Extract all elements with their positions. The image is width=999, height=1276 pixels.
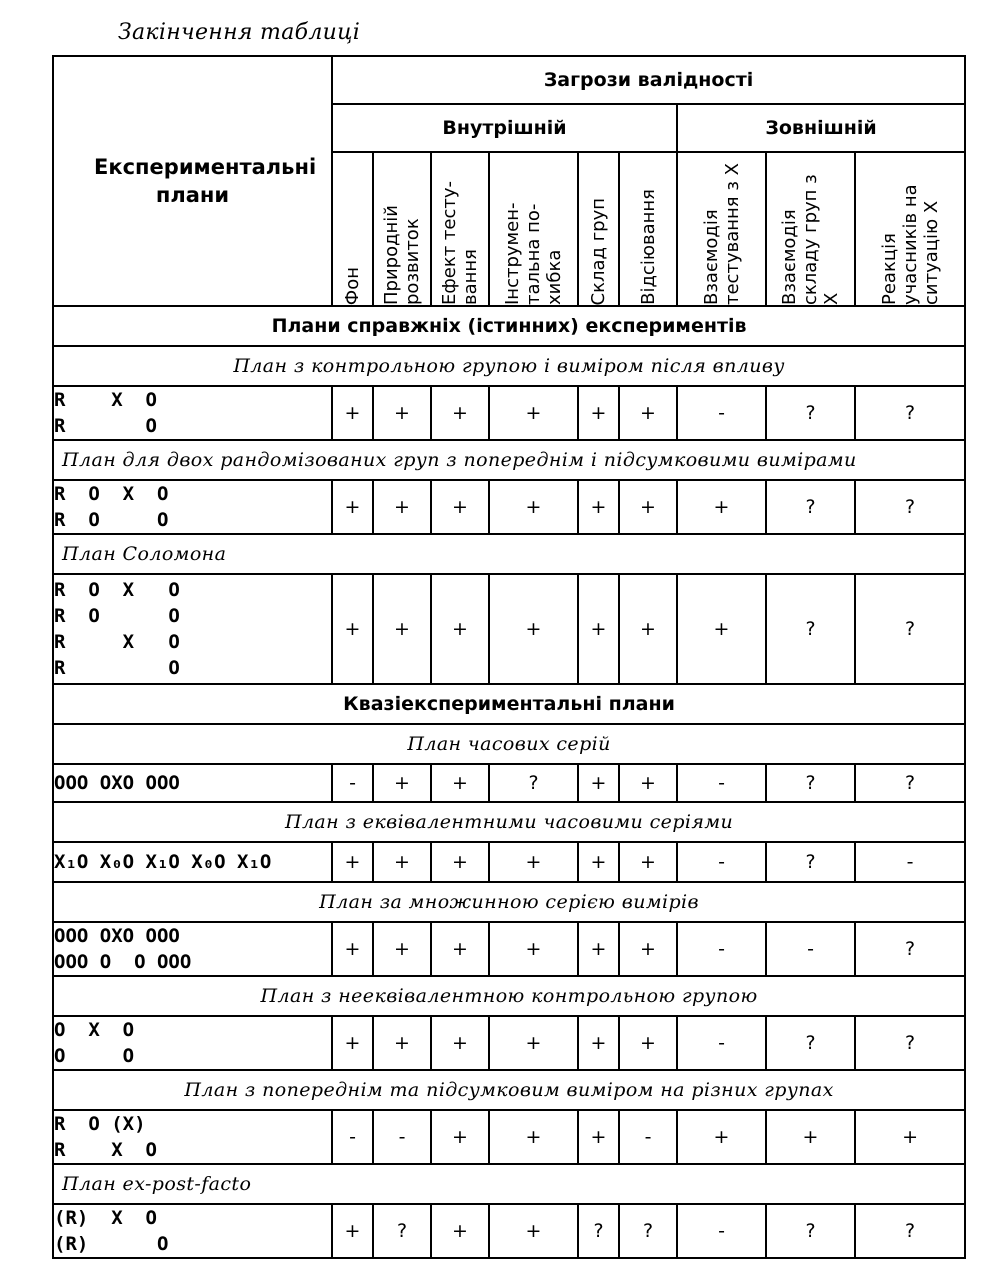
threat-mark: ?	[766, 480, 855, 534]
threat-mark: -	[677, 1016, 766, 1070]
threat-mark: +	[431, 922, 489, 976]
threat-mark: ?	[855, 922, 965, 976]
plan-design: R O X O R O O	[53, 480, 332, 534]
threat-mark: -	[332, 764, 373, 802]
threat-mark: -	[677, 386, 766, 440]
table-row	[53, 1204, 965, 1258]
subsection-title: План з контрольною групою і виміром після впливу	[53, 346, 965, 386]
threat-mark: +	[619, 386, 677, 440]
threat-mark: +	[431, 1016, 489, 1070]
threat-mark: +	[619, 842, 677, 882]
threat-mark: -	[766, 922, 855, 976]
section-title: Плани справжніх (істинних) експериментів	[53, 306, 965, 346]
threat-mark: ?	[855, 1204, 965, 1258]
internal-header: Внутрішній	[332, 104, 677, 152]
table-row	[53, 842, 965, 882]
threat-mark: +	[431, 842, 489, 882]
subsection-title: План з еквівалентними часовими серіями	[53, 802, 965, 842]
threat-mark: +	[677, 1110, 766, 1164]
table-row	[53, 1016, 965, 1070]
threat-mark: +	[373, 1016, 431, 1070]
column-header-label: Природній розвиток	[381, 204, 423, 305]
threat-mark: +	[332, 574, 373, 684]
threat-mark: -	[619, 1110, 677, 1164]
plan-design: O X O O O	[53, 1016, 332, 1070]
threat-mark: -	[855, 842, 965, 882]
table-caption: Закінчення таблиці	[118, 20, 361, 45]
threat-mark: +	[766, 1110, 855, 1164]
threat-mark: ?	[578, 1204, 619, 1258]
column-header-label: Відсіювання	[637, 189, 659, 305]
threat-mark: +	[578, 1016, 619, 1070]
threat-mark: +	[489, 1204, 578, 1258]
threat-mark: +	[489, 922, 578, 976]
threat-mark: ?	[766, 764, 855, 802]
threat-mark: +	[431, 1204, 489, 1258]
threat-mark: +	[332, 922, 373, 976]
threat-mark: +	[489, 842, 578, 882]
column-header-label: Взаємодія тестування з Х	[700, 163, 743, 305]
threat-mark: ?	[855, 574, 965, 684]
threat-mark: ?	[766, 1016, 855, 1070]
table-row	[53, 1110, 965, 1164]
threat-mark: ?	[766, 386, 855, 440]
subsection-title: План часових серій	[53, 724, 965, 764]
plan-design: R O X O R O O R X O R O	[53, 574, 332, 684]
threat-mark: +	[489, 480, 578, 534]
subsection-title: План за множинною серією вимірів	[53, 882, 965, 922]
table-row	[53, 574, 965, 684]
threat-mark: +	[431, 574, 489, 684]
subsection-title: План з нееквівалентною контрольною групою	[53, 976, 965, 1016]
threat-mark: -	[677, 764, 766, 802]
plan-design: (R) X O (R) O	[53, 1204, 332, 1258]
plan-design: R O (X) R X O	[53, 1110, 332, 1164]
subsection-title: План ex-post-facto	[53, 1164, 965, 1204]
threat-mark: -	[373, 1110, 431, 1164]
threat-mark: +	[489, 386, 578, 440]
plan-design: R X O R O	[53, 386, 332, 440]
threat-mark: +	[578, 386, 619, 440]
section-title: Квазіекспериментальні плани	[53, 684, 965, 724]
threat-mark: +	[373, 922, 431, 976]
threat-mark: +	[619, 480, 677, 534]
threat-mark: +	[373, 574, 431, 684]
threat-mark: +	[619, 1016, 677, 1070]
threat-mark: +	[373, 842, 431, 882]
threat-mark: -	[332, 1110, 373, 1164]
column-header	[489, 152, 578, 306]
threat-mark: +	[578, 1110, 619, 1164]
threat-mark: -	[677, 922, 766, 976]
column-header	[431, 152, 489, 306]
threat-mark: ?	[766, 574, 855, 684]
threat-mark: +	[431, 764, 489, 802]
threat-mark: +	[677, 574, 766, 684]
threat-mark: +	[489, 1016, 578, 1070]
plan-design: X₁O X₀O X₁O X₀O X₁O	[53, 842, 332, 882]
plan-design: OOO OXO OOO OOO O O OOO	[53, 922, 332, 976]
threat-mark: +	[677, 480, 766, 534]
column-header	[332, 152, 373, 306]
threat-mark: +	[373, 764, 431, 802]
column-header	[373, 152, 431, 306]
threats-header: Загрози валідності	[332, 56, 965, 104]
threat-mark: +	[332, 1204, 373, 1258]
validity-threats-table	[52, 55, 966, 1259]
threat-mark: +	[431, 480, 489, 534]
column-header	[855, 152, 965, 306]
threat-mark: ?	[766, 1204, 855, 1258]
threat-mark: +	[578, 480, 619, 534]
threat-mark: ?	[619, 1204, 677, 1258]
column-header-label: Фон	[342, 266, 363, 305]
column-header	[677, 152, 766, 306]
column-header-label: Інструмен-тальна по-хибка	[502, 202, 565, 305]
threat-mark: +	[332, 842, 373, 882]
column-header-label: Склад груп	[588, 197, 609, 305]
threat-mark: +	[489, 1110, 578, 1164]
threat-mark: +	[332, 480, 373, 534]
plans-header: Експериментальні плани	[53, 56, 332, 306]
threat-mark: +	[431, 1110, 489, 1164]
threat-mark: ?	[855, 764, 965, 802]
threat-mark: -	[677, 1204, 766, 1258]
threat-mark: ?	[855, 386, 965, 440]
table-row	[53, 922, 965, 976]
threat-mark: -	[677, 842, 766, 882]
column-header-label: Ефект тесту-вання	[439, 180, 481, 305]
table-row	[53, 386, 965, 440]
threat-mark: ?	[489, 764, 578, 802]
threat-mark: +	[578, 922, 619, 976]
threat-mark: +	[431, 386, 489, 440]
threat-mark: +	[332, 1016, 373, 1070]
external-header: Зовнішній	[677, 104, 965, 152]
threat-mark: +	[619, 922, 677, 976]
threat-mark: ?	[766, 842, 855, 882]
threat-mark: ?	[855, 1016, 965, 1070]
threat-mark: +	[373, 480, 431, 534]
column-header	[619, 152, 677, 306]
threat-mark: +	[855, 1110, 965, 1164]
threat-mark: +	[332, 386, 373, 440]
threat-mark: ?	[373, 1204, 431, 1258]
threat-mark: +	[373, 386, 431, 440]
subsection-title: План для двох рандомізованих груп з попереднім і підсумковими вимірами	[53, 440, 965, 480]
column-header-label: Взаємодія складу груп з Х	[779, 174, 842, 305]
subsection-title: План з попереднім та підсумковим виміром на різних групах	[53, 1070, 965, 1110]
threat-mark: +	[489, 574, 578, 684]
column-header	[578, 152, 619, 306]
subsection-title: План Соломона	[53, 534, 965, 574]
column-header	[766, 152, 855, 306]
column-header-label: Реакція учасників на ситуацію Х	[878, 184, 942, 305]
table-row	[53, 764, 965, 802]
threat-mark: +	[578, 574, 619, 684]
threat-mark: +	[619, 764, 677, 802]
plan-design: OOO OXO OOO	[53, 764, 332, 802]
threat-mark: ?	[855, 480, 965, 534]
table-body	[53, 56, 965, 1258]
threat-mark: +	[578, 842, 619, 882]
threat-mark: +	[578, 764, 619, 802]
threat-mark: +	[619, 574, 677, 684]
table-row	[53, 480, 965, 534]
